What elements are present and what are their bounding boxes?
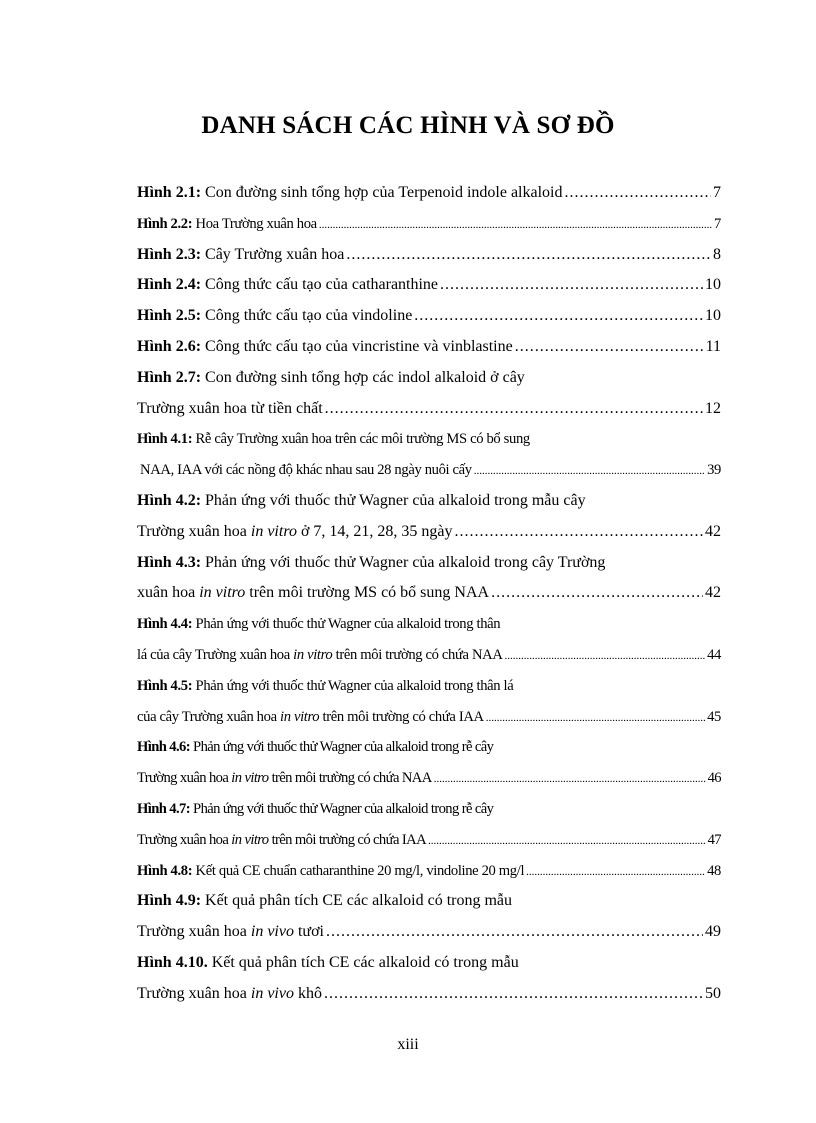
figure-caption: Phản ứng với thuốc thử Wagner của alkaloid trong cây Trường xyxy=(201,553,606,571)
figure-caption-cont: NAA, IAA với các nồng độ khác nhau sau 28 ngày nuôi cấy xyxy=(140,462,472,479)
figure-caption-italic: in vitro xyxy=(250,522,297,540)
page-number: 10 xyxy=(705,307,721,325)
figure-caption: Phản ứng với thuốc thử Wagner của alkaloid trong rễ cây xyxy=(190,800,494,817)
figure-label: Hình 2.7: xyxy=(137,368,202,386)
figure-caption: Kết quả CE chuẩn catharanthine 20 mg/l, vindoline 20 mg/l xyxy=(192,862,525,879)
dot-leader xyxy=(526,856,705,888)
figure-label: Hình 4.4: xyxy=(137,616,193,633)
dot-leader xyxy=(486,702,705,734)
list-item xyxy=(137,548,721,579)
figure-caption-cont: ở 7, 14, 21, 28, 35 ngày xyxy=(296,522,453,540)
figure-label: Hình 4.9: xyxy=(137,892,202,910)
dot-leader xyxy=(440,270,703,301)
list-item xyxy=(137,332,721,363)
figure-label: Hình 4.6: xyxy=(137,739,190,756)
figure-caption: Phản ứng với thuốc thử Wagner của alkaloid trong mẫu cây xyxy=(201,491,586,509)
figure-caption: Phản ứng với thuốc thử Wagner của alkaloid trong thân xyxy=(192,616,501,633)
figure-caption: Công thức cấu tạo của vindoline xyxy=(201,307,413,325)
figure-label: Hình 4.1: xyxy=(137,431,193,448)
figure-label: Hình 2.4: xyxy=(137,276,202,294)
page-number: 11 xyxy=(705,337,721,355)
dot-leader xyxy=(564,178,711,209)
page-number: 8 xyxy=(713,245,721,263)
figure-caption-italic: in vitro xyxy=(280,708,320,725)
figure-caption-italic: in vivo xyxy=(250,923,294,941)
page-number: 7 xyxy=(714,215,721,232)
figure-caption: Cây Trường xuân hoa xyxy=(201,245,345,263)
page-number: 42 xyxy=(705,522,721,540)
page-number: 45 xyxy=(707,708,721,725)
figure-caption: Rễ cây Trường xuân hoa trên các môi trường MS có bổ sung xyxy=(192,431,530,448)
dot-leader xyxy=(325,394,703,425)
list-item-continuation xyxy=(137,825,721,856)
figure-caption-cont: Trường xuân hoa từ tiền chất xyxy=(137,399,323,417)
list-item xyxy=(137,948,721,979)
dot-leader xyxy=(455,517,703,548)
list-item-continuation xyxy=(137,455,721,486)
figure-caption: Công thức cấu tạo của catharanthine xyxy=(201,276,439,294)
figure-label: Hình 2.1: xyxy=(137,184,202,201)
figure-caption-cont: tươi xyxy=(293,923,324,941)
dot-leader xyxy=(491,578,703,609)
figure-caption-cont: trên môi trường MS có bổ sung NAA xyxy=(245,584,490,602)
page-title: DANH SÁCH CÁC HÌNH VÀ SƠ ĐỒ xyxy=(201,112,615,139)
figure-caption-cont: của cây Trường xuân hoa xyxy=(137,708,281,725)
figure-caption-cont: xuân hoa xyxy=(137,584,200,602)
figure-caption: Kết quả phân tích CE các alkaloid có trong mẫu xyxy=(207,953,519,971)
figure-label: Hình 4.3: xyxy=(137,553,202,571)
page-number: 42 xyxy=(705,584,721,602)
figure-caption-cont: trên môi trường có chứa IAA xyxy=(268,831,427,848)
figure-label: Hình 4.10. xyxy=(137,953,208,971)
list-item xyxy=(137,270,721,301)
list-item-continuation xyxy=(137,917,721,948)
figure-caption-cont: Trường xuân hoa xyxy=(137,522,251,540)
figure-caption: Con đường sinh tổng hợp các indol alkaloid ở cây xyxy=(201,368,525,386)
dot-leader xyxy=(428,825,706,857)
page-number: 39 xyxy=(707,462,721,479)
list-item xyxy=(137,486,721,517)
figure-label: Hình 4.5: xyxy=(137,677,193,694)
list-item xyxy=(137,301,721,332)
figure-caption-italic: in vitro xyxy=(199,584,246,602)
list-item xyxy=(137,178,721,209)
page-number: 50 xyxy=(705,984,721,1002)
figure-list xyxy=(137,178,721,1010)
figure-caption: Con đường sinh tổng hợp của Terpenoid indole alkaloid xyxy=(201,184,563,201)
list-item-continuation xyxy=(137,517,721,548)
figure-caption-cont: lá của cây Trường xuân hoa xyxy=(137,646,294,663)
figure-caption: Phản ứng với thuốc thử Wagner của alkaloid trong thân lá xyxy=(192,677,514,694)
figure-caption-cont: khô xyxy=(293,984,322,1002)
figure-label: Hình 2.2: xyxy=(137,215,193,232)
page-number: 48 xyxy=(707,862,721,879)
list-item xyxy=(137,671,721,702)
figure-caption-cont: Trường xuân hoa xyxy=(137,923,251,941)
dot-leader xyxy=(434,763,706,795)
list-item xyxy=(137,794,721,825)
list-item-continuation xyxy=(137,979,721,1010)
dot-leader xyxy=(326,917,703,948)
dot-leader xyxy=(474,455,705,487)
list-item xyxy=(137,363,721,394)
figure-caption: Kết quả phân tích CE các alkaloid có trong mẫu xyxy=(201,892,513,910)
dot-leader xyxy=(414,301,703,332)
list-item-continuation xyxy=(137,640,721,671)
figure-label: Hình 2.6: xyxy=(137,337,202,355)
dot-leader xyxy=(515,332,704,363)
page-footer-number: xiii xyxy=(397,1036,419,1053)
figure-caption-italic: in vitro xyxy=(231,770,269,787)
figure-caption-cont: Trường xuân hoa xyxy=(137,831,232,848)
list-item-continuation xyxy=(137,702,721,733)
page-number: 7 xyxy=(713,184,721,201)
figure-caption-italic: in vivo xyxy=(250,984,294,1002)
list-item xyxy=(137,424,721,455)
list-item-continuation xyxy=(137,394,721,425)
dot-leader xyxy=(346,240,711,271)
page-number: 47 xyxy=(707,831,721,848)
list-item-continuation xyxy=(137,763,721,794)
list-item xyxy=(137,609,721,640)
figure-caption-cont: trên môi trường có chứa NAA xyxy=(268,770,432,787)
page-number: 12 xyxy=(705,399,721,417)
figure-caption: Công thức cấu tạo của vincristine và vinblastine xyxy=(201,337,513,355)
list-item xyxy=(137,732,721,763)
page-number: 46 xyxy=(707,770,721,787)
list-item xyxy=(137,240,721,271)
page-number: 44 xyxy=(707,646,721,663)
figure-label: Hình 4.2: xyxy=(137,491,202,509)
list-item xyxy=(137,886,721,917)
figure-label: Hình 4.8: xyxy=(137,862,193,879)
figure-label: Hình 2.3: xyxy=(137,245,202,263)
page-number: 49 xyxy=(705,923,721,941)
figure-caption-cont: Trường xuân hoa xyxy=(137,984,251,1002)
list-item xyxy=(137,209,721,240)
page-number: 10 xyxy=(705,276,721,294)
figure-caption-cont: trên môi trường có chứa NAA xyxy=(332,646,503,663)
figure-caption-italic: in vitro xyxy=(231,831,269,848)
figure-label: Hình 2.5: xyxy=(137,307,202,325)
figure-caption: Hoa Trường xuân hoa xyxy=(192,215,317,232)
list-item-continuation xyxy=(137,578,721,609)
figure-caption-italic: in vitro xyxy=(293,646,333,663)
figure-caption-cont: Trường xuân hoa xyxy=(137,770,232,787)
figure-caption: Phản ứng với thuốc thử Wagner của alkaloid trong rễ cây xyxy=(190,739,494,756)
dot-leader xyxy=(319,209,712,241)
list-item xyxy=(137,856,721,887)
figure-caption-cont: trên môi trường có chứa IAA xyxy=(319,708,484,725)
figure-label: Hình 4.7: xyxy=(137,800,190,817)
dot-leader xyxy=(324,979,703,1010)
dot-leader xyxy=(505,640,706,672)
